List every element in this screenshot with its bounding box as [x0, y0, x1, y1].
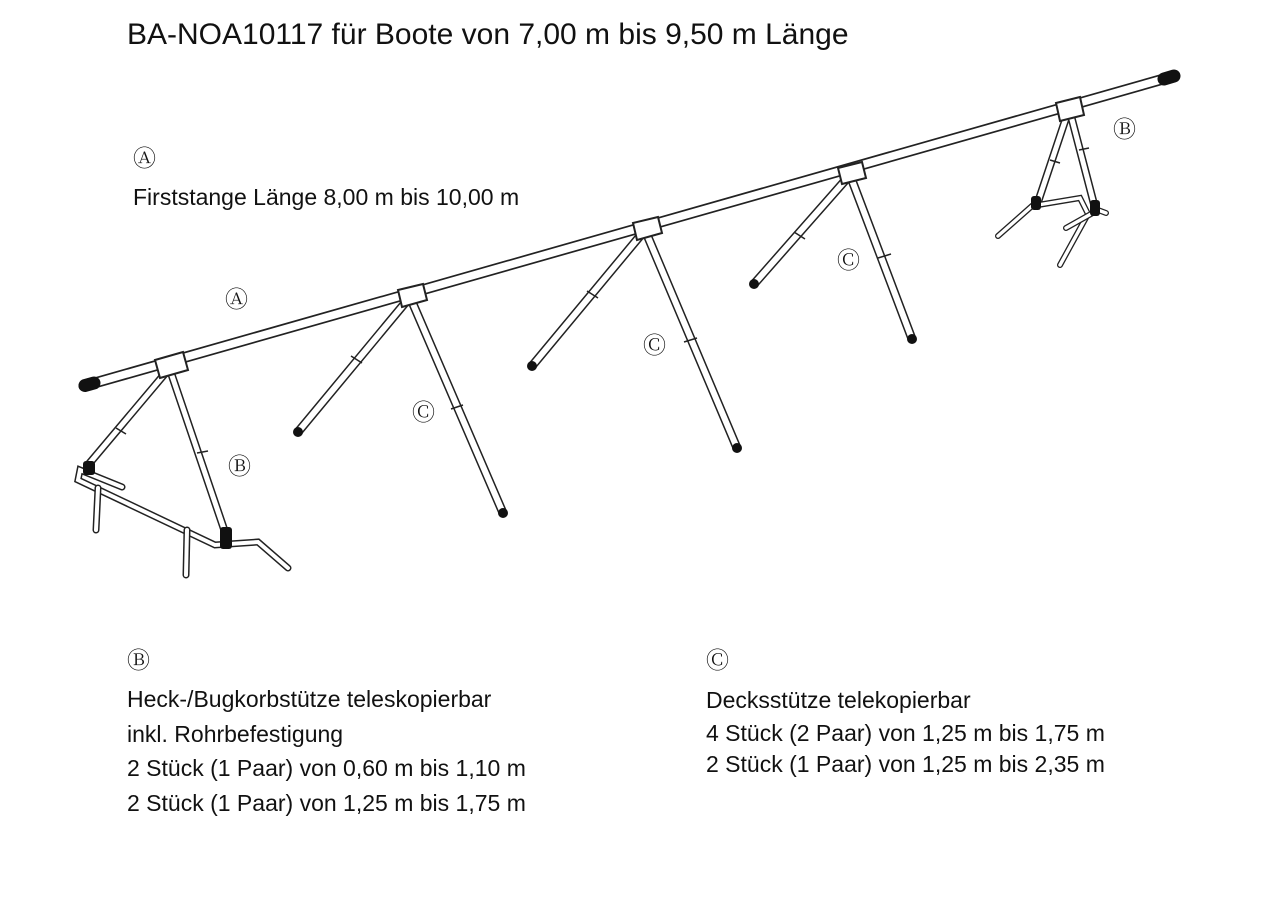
legend-b-line: 2 Stück (1 Paar) von 0,60 m bis 1,10 m	[127, 755, 526, 781]
legend-b	[127, 648, 526, 820]
callout-deck-support-1: Ⓒ	[412, 400, 435, 426]
callout-deck-support-3: Ⓒ	[837, 248, 860, 274]
legend-a-line: Firststange Länge 8,00 m bis 10,00 m	[133, 184, 520, 210]
callout-bow-support: Ⓑ	[1113, 117, 1136, 143]
legend-b-line: Heck-/Bugkorbstütze teleskopierbar	[127, 686, 492, 712]
legend-b-line: 2 Stück (1 Paar) von 1,25 m bis 1,75 m	[127, 789, 526, 816]
page-title: BA-NOA10117 für Boote von 7,00 m bis 9,50 m Länge	[127, 18, 849, 51]
ridge-end-cap-left	[85, 383, 94, 386]
legend-b-marker: Ⓑ	[127, 648, 150, 674]
legend-c-line: 4 Stück (2 Paar) von 1,25 m bis 1,75 m	[706, 719, 1105, 746]
legend-c-line: Decksstütze telekopierbar	[706, 687, 971, 713]
legend-c-line: 2 Stück (1 Paar) von 1,25 m bis 2,35 m	[706, 750, 1105, 777]
legend-c	[706, 648, 1105, 780]
legend-a-marker: Ⓐ	[133, 146, 156, 172]
ridge-end-cap-right	[1164, 76, 1174, 79]
legend-c-marker: Ⓒ	[706, 648, 729, 674]
stern-support	[78, 352, 288, 575]
callout-ridge-pole: Ⓐ	[225, 287, 248, 313]
legend-b-line: inkl. Rohrbefestigung	[127, 720, 344, 747]
ridge-pole	[84, 76, 1174, 386]
callout-deck-support-2: Ⓒ	[643, 333, 666, 359]
callout-stern-support: Ⓑ	[228, 454, 251, 480]
